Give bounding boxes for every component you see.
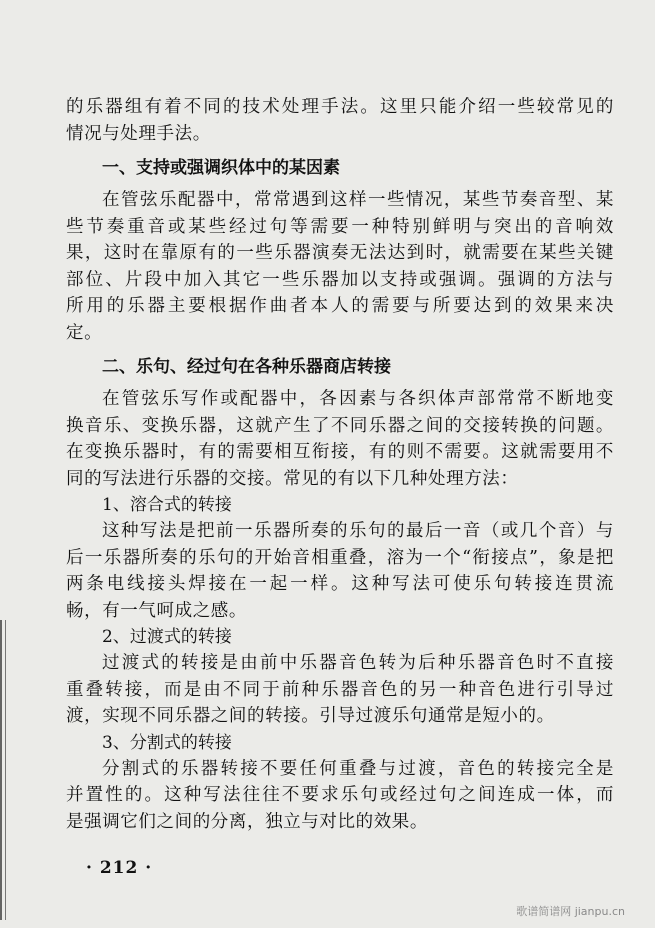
paragraph-line: 部位、片段中加入其它一些乐器加以支持或强调。强调的方法与	[66, 269, 614, 290]
binding-edge	[0, 620, 10, 920]
paragraph-line: 换音乐、变换乐器，这就产生了不同乐器之间的交接转换的问题。	[66, 415, 614, 436]
paragraph-line: 两条电线接头焊接在一起一样。这种写法可使乐句转接连贯流	[66, 574, 614, 594]
paragraph-line: 在变换乐器时，有的需要相互衔接，有的则不需要。这就需要用不	[66, 442, 614, 462]
subsection-heading-3: 3、分割式的转接	[102, 732, 232, 753]
paragraph-line: 果，这时在靠原有的一些乐器演奏无法达到时，就需要在某些关键	[66, 243, 614, 263]
paragraph-line: 是强调它们之间的分离，独立与对比的效果。	[66, 811, 428, 832]
intro-line-1: 的乐器组有着不同的技术处理手法。这里只能介绍一些较常见的	[66, 97, 614, 117]
paragraph-line: 同的写法进行乐器的交接。常见的有以下几种处理方法：	[66, 468, 519, 489]
watermark: 歌谱简谱网 jianpu.cn	[516, 905, 625, 918]
section-heading-1: 一、支持或强调织体中的某因素	[102, 158, 340, 178]
paragraph-line: 分割式的乐器转接不要任何重叠与过渡，音色的转接完全是	[102, 758, 614, 779]
paragraph-line: 渡，实现不同乐器之间的转接。引导过渡乐句通常是短小的。	[66, 706, 555, 726]
paragraph-line: 在管弦乐配器中，常常遇到这样一些情况，某些节奏音型、某	[102, 190, 614, 210]
intro-line-2: 情况与处理手法。	[66, 123, 211, 144]
paragraph-line: 定。	[66, 322, 103, 343]
page-body	[66, 94, 614, 835]
page-number: · 212 ·	[86, 858, 153, 878]
paragraph-line: 些节奏重音或某些经过句等需要一种特别鲜明与突出的音响效	[66, 216, 614, 237]
subsection-heading-2: 2、过渡式的转接	[102, 627, 232, 647]
paragraph-line: 所用的乐器主要根据作曲者本人的需要与所要达到的效果来决	[66, 296, 614, 316]
paragraph-line: 过渡式的转接是由前中乐器音色转为后种乐器音色时不直接	[102, 653, 614, 673]
paragraph-line: 畅，有一气呵成之感。	[66, 600, 247, 621]
subsection-heading-1: 1、溶合式的转接	[102, 495, 232, 515]
paragraph-line: 这种写法是把前一乐器所奏的乐句的最后一音（或几个音）与	[102, 521, 614, 541]
paragraph-line: 在管弦乐写作或配器中，各因素与各织体声部常常不断地变	[102, 389, 614, 409]
paragraph-line: 并置性的。这种写法往往不要求乐句或经过句之间连成一体，而	[66, 785, 614, 805]
section-heading-2: 二、乐句、经过句在各种乐器商店转接	[102, 357, 391, 377]
paragraph-line: 后一乐器所奏的乐句的开始音相重叠，溶为一个“衔接点”，象是把	[66, 547, 614, 568]
paragraph-line: 重叠转接，而是由不同于前种乐器音色的另一种音色进行引导过	[66, 679, 614, 700]
